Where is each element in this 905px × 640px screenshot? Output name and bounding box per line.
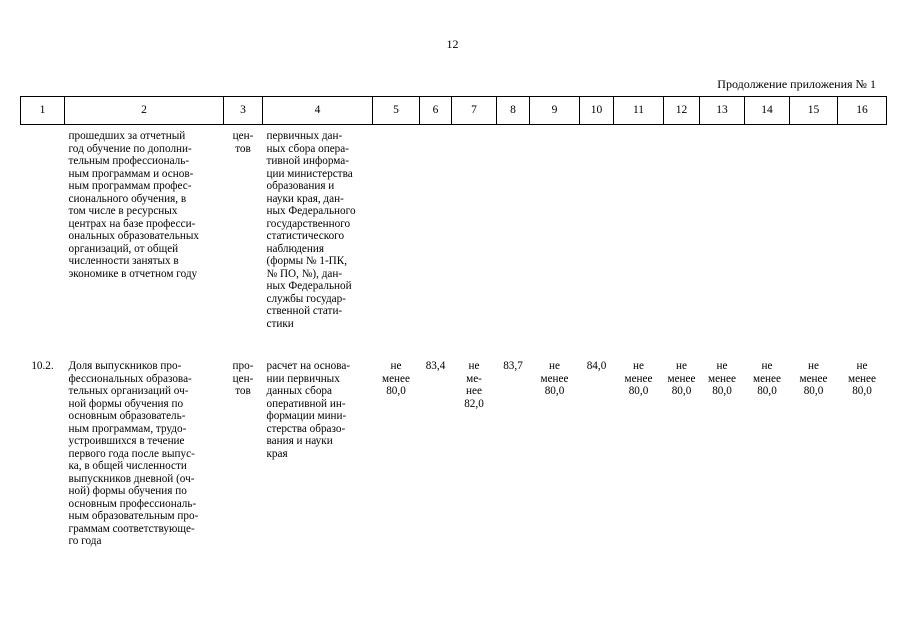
value-cell: не менее 80,0 [382,360,410,397]
indicator-name-cell: Доля выпускников про- фессиональных образова- тельных организаций оч- ной формы обучения по основным образователь- ным программам, трудо- устроившихся в течение первого года после выпус- ка, в общей численности выпускников дневной (оч- ной) формы обучения по основным профессиональ- ным образовательным про- граммам соответствующе- го года [68,360,199,547]
unit-cell: про- цен- тов [232,360,254,397]
header-cell: 6 [420,97,452,125]
value-cell: не менее 80,0 [708,360,736,397]
header-cell: 13 [700,97,745,125]
indicator-name-cell: прошедших за отчетный год обучение по дополни- тельным профессиональ- ным программам и основ- ным программам профес- сионального обучения, в том числе в ресурсных центрах на базе професси- ональных образовательных организаций, от общей численности занятых в экономике в отчетном году [68,130,199,280]
source-cell: первичных дан- ных сбора опера- тивной информа- ции министерства образования и науки края, дан- ных Федерального государственного статистического наблюдения (формы № 1-ПК, № ПО, №), дан- ных Федеральной службы государ- ственной стати- стики [266,130,356,330]
header-cell: 16 [838,97,887,125]
header-cell: 14 [745,97,790,125]
row-number-cell: 10.2. [31,360,54,372]
value-cell: не менее 80,0 [753,360,781,397]
source-cell: расчет на основа- нии первичных данных сбора оперативной ин- формации мини- стерства образо- вания и науки края [266,360,351,460]
header-cell: 2 [65,97,224,125]
table-header-row [21,97,887,125]
value-cell: 83,7 [503,360,523,372]
value-cell: 83,4 [425,360,446,372]
value-cell: не менее 80,0 [799,360,828,397]
value-cell: 84,0 [586,360,607,372]
value-cell: не ме- нее 82,0 [464,360,484,410]
value-cell: не менее 80,0 [848,360,876,397]
appendix-continuation-note: Продолжение приложения № 1 [717,77,876,91]
table-row-10-2 [21,330,887,548]
header-cell: 15 [790,97,838,125]
value-cell: не менее 80,0 [624,360,653,397]
header-cell: 4 [263,97,373,125]
value-cell: не менее 80,0 [667,360,696,397]
table-row-continuation [21,125,887,331]
unit-cell: цен- тов [232,130,254,155]
value-cell: не менее 80,0 [540,360,569,397]
header-cell: 12 [664,97,700,125]
header-cell: 11 [614,97,664,125]
row-number-cell [21,125,65,331]
header-cell: 8 [497,97,530,125]
header-cell: 5 [373,97,420,125]
data-table [20,96,887,548]
header-cell: 9 [530,97,580,125]
header-cell: 3 [224,97,263,125]
page-number: 12 [446,37,459,51]
header-cell: 1 [21,97,65,125]
header-cell: 7 [452,97,497,125]
header-cell: 10 [580,97,614,125]
